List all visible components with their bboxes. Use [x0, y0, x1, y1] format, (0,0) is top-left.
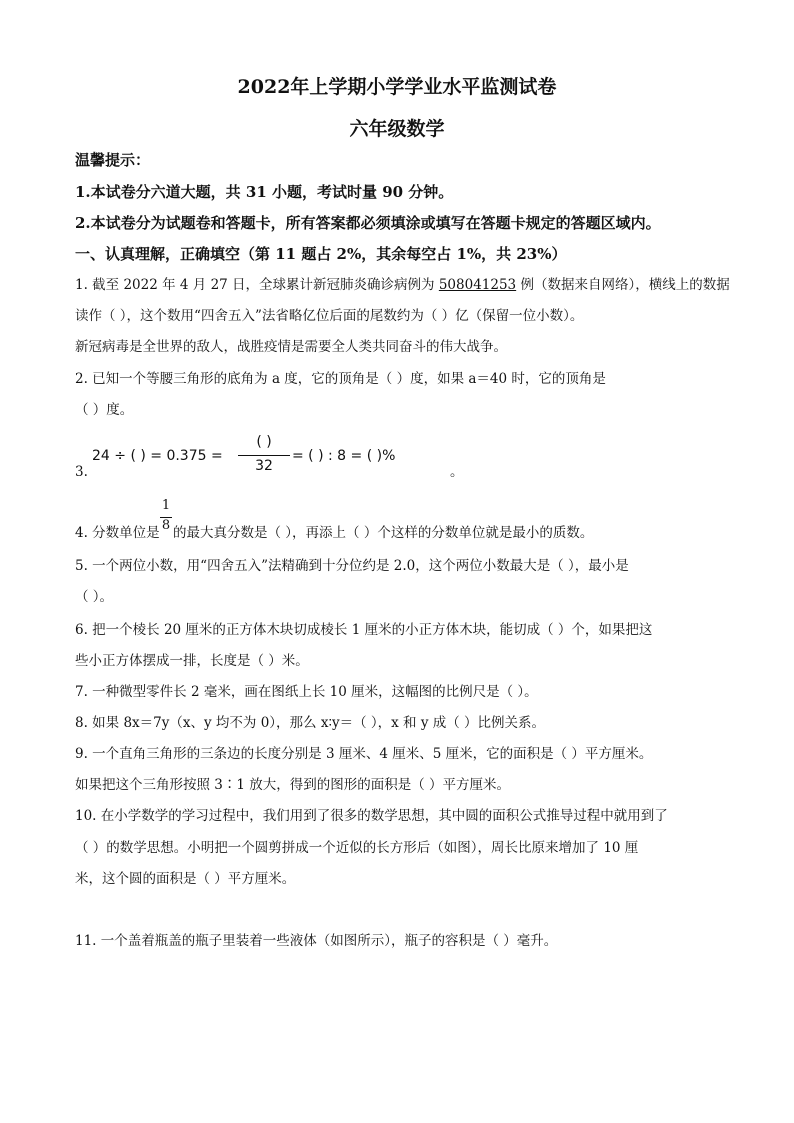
q4-fraction-denominator: 8 — [161, 518, 171, 533]
question-5-line-2: （ ）。 — [75, 589, 114, 605]
q3-fraction-numerator: ( ) — [256, 434, 272, 450]
question-4-prefix: 4. 分数单位是 — [75, 525, 160, 541]
question-9-line-1: 9. 一个直角三角形的三条边的长度分别是 3 厘米、4 厘米、5 厘米，它的面积是（ ）平方厘米。 — [75, 746, 653, 762]
page-title: 2022年上学期小学学业水平监测试卷 — [237, 76, 557, 98]
question-5-line-1: 5. 一个两位小数，用“四舍五入”法精确到十分位约是 2.0，这个两位小数最大是（ ），最小是 — [75, 558, 629, 574]
question-1-line-1 — [75, 275, 730, 295]
question-6-line-2: 些小正方体摆成一排，长度是（ ）米。 — [75, 653, 309, 669]
tips-label: 温馨提示： — [75, 151, 151, 169]
question-3-number: 3. — [75, 464, 88, 480]
question-10-line-1: 10. 在小学数学的学习过程中，我们用到了很多的数学思想，其中圆的面积公式推导过程中就用到了 — [75, 808, 668, 824]
question-10-line-2: （ ）的数学思想。小明把一个圆剪拼成一个近似的长方形后（如图），周长比原来增加了 10 厘 — [75, 840, 639, 856]
page-subtitle: 六年级数学 — [349, 118, 445, 140]
question-2-line-1: 2. 已知一个等腰三角形的底角为 a 度，它的顶角是（ ）度，如果 a＝40 时，它的顶角是 — [75, 371, 606, 387]
tip-item-1: 1.本试卷分六道大题，共 31 小题，考试时量 90 分钟。 — [75, 183, 454, 201]
question-11: 11. 一个盖着瓶盖的瓶子里装着一些液体（如图所示），瓶子的容积是（ ）毫升。 — [75, 933, 558, 949]
q3-fraction-denominator: 32 — [255, 458, 273, 474]
section-heading: 一、认真理解，正确填空（第 11 题占 2%，其余每空占 1%，共 23%） — [75, 245, 567, 263]
question-1-line-3: 新冠病毒是全世界的敌人，战胜疫情是需要全人类共同奋斗的伟大战争。 — [75, 339, 507, 355]
q3-equation-part-2: = ( ) : 8 = ( )% — [292, 448, 396, 464]
question-9-line-2: 如果把这个三角形按照 3∶1 放大，得到的图形的面积是（ ）平方厘米。 — [75, 777, 511, 793]
question-10-line-3: 米，这个圆的面积是（ ）平方厘米。 — [75, 871, 296, 887]
q1-text-a: 1. 截至 2022 年 4 月 27 日，全球累计新冠肺炎确诊病例为 — [75, 277, 439, 293]
q4-fraction-numerator: 1 — [161, 498, 171, 513]
question-8: 8. 如果 8x＝7y（x、y 均不为 0），那么 x∶y＝（ ），x 和 y 成（ ）比例关系。 — [75, 715, 546, 731]
q3-end-mark: 。 — [450, 464, 464, 480]
question-4-rest: 的最大真分数是（ ），再添上（ ）个这样的分数单位就是最小的质数。 — [173, 525, 594, 541]
q3-fraction-bar — [238, 455, 290, 456]
q3-equation-part-1: 24 ÷ ( ) = 0.375 = — [92, 448, 223, 464]
tip-item-2: 2.本试卷分为试题卷和答题卡，所有答案都必须填涂或填写在答题卡规定的答题区域内。 — [75, 214, 661, 232]
question-2-line-2: （ ）度。 — [75, 402, 134, 418]
q1-underlined-number: 508041253 — [438, 277, 517, 293]
question-6-line-1: 6. 把一个棱长 20 厘米的正方体木块切成棱长 1 厘米的小正方体木块，能切成（ ）个，如果把这 — [75, 622, 653, 638]
question-1-line-2: 读作（ ），这个数用“四舍五入”法省略亿位后面的尾数约为（ ）亿（保留一位小数）。 — [75, 308, 584, 324]
q1-text-b: 例（数据来自网络），横线上的数据 — [516, 277, 730, 293]
question-7: 7. 一种微型零件长 2 毫米，画在图纸上长 10 厘米，这幅图的比例尺是（ ）。 — [75, 684, 538, 700]
